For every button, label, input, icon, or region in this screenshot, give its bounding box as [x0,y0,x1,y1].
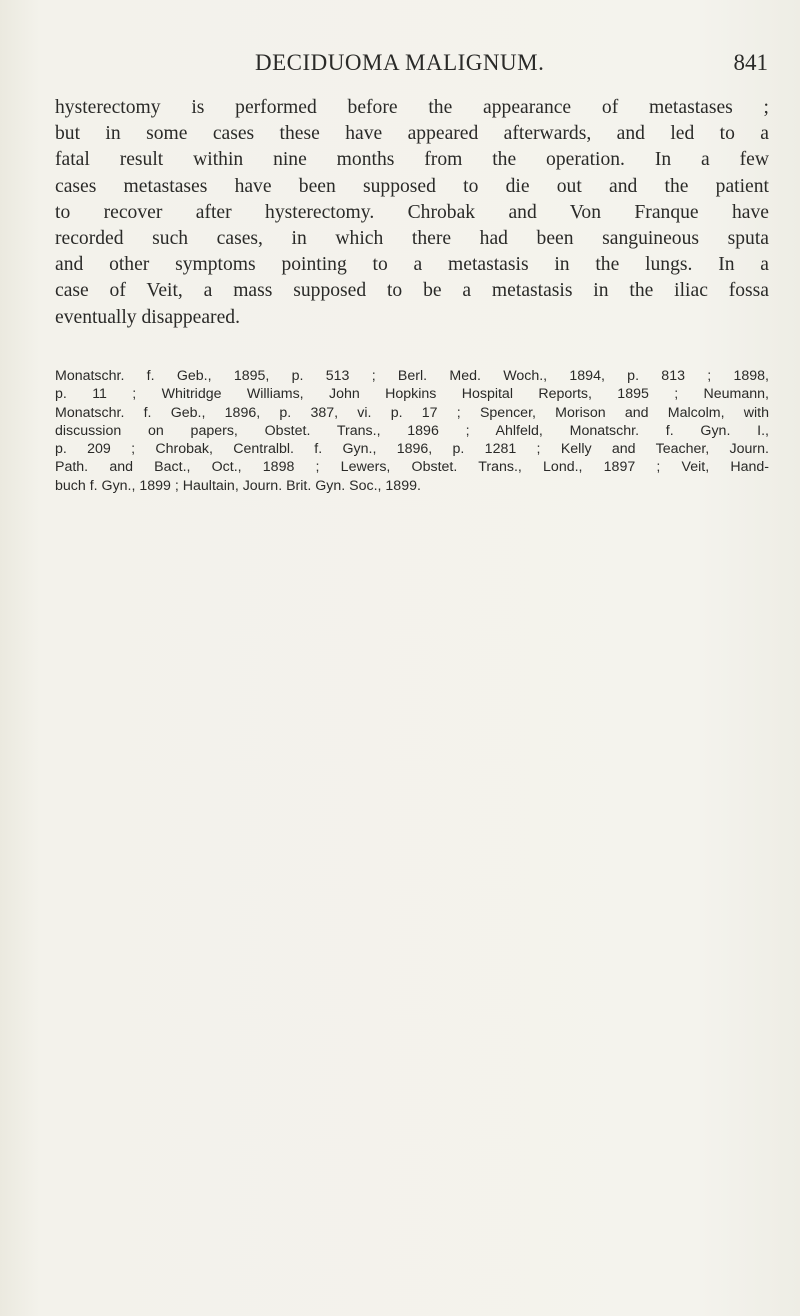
body-line: case of Veit, a mass supposed to be a metastasis in the iliac fossa [55,280,769,302]
body-paragraph [55,95,769,331]
footnote-line: p. 11 ; Whitridge Williams, John Hopkins Hospital Reports, 1895 ; Neumann, [55,386,769,403]
page-number: 841 [733,50,768,75]
body-line: fatal result within nine months from the operation. In a few [55,149,769,171]
body-line: to recover after hysterectomy. Chrobak and Von Franque have [55,201,769,223]
footnote-line: buch f. Gyn., 1899 ; Haultain, Journ. Brit. Gyn. Soc., 1899. [55,477,421,494]
body-line: recorded such cases, in which there had been sanguineous sputa [55,228,769,250]
footnote-line: Path. and Bact., Oct., 1898 ; Lewers, Obstet. Trans., Lond., 1897 ; Veit, Hand- [55,459,769,476]
footnote-references [55,367,769,495]
body-line: cases metastases have been supposed to die out and the patient [55,175,769,197]
footnote-line: Monatschr. f. Geb., 1896, p. 387, vi. p. 17 ; Spencer, Morison and Malcolm, with [55,404,769,421]
body-line: eventually disappeared. [55,306,240,328]
running-title: DECIDUOMA MALIGNUM. [255,50,545,75]
body-line: and other symptoms pointing to a metastasis in the lungs. In a [55,254,769,276]
page-header [0,50,800,86]
footnote-line: discussion on papers, Obstet. Trans., 1896 ; Ahlfeld, Monatschr. f. Gyn. I., [55,422,769,439]
footnote-line: p. 209 ; Chrobak, Centralbl. f. Gyn., 1896, p. 1281 ; Kelly and Teacher, Journ. [55,441,769,458]
body-line: hysterectomy is performed before the appearance of metastases ; [55,97,769,118]
body-line: but in some cases these have appeared afterwards, and led to a [55,123,769,145]
footnote-line: Monatschr. f. Geb., 1895, p. 513 ; Berl. Med. Woch., 1894, p. 813 ; 1898, [55,368,769,384]
